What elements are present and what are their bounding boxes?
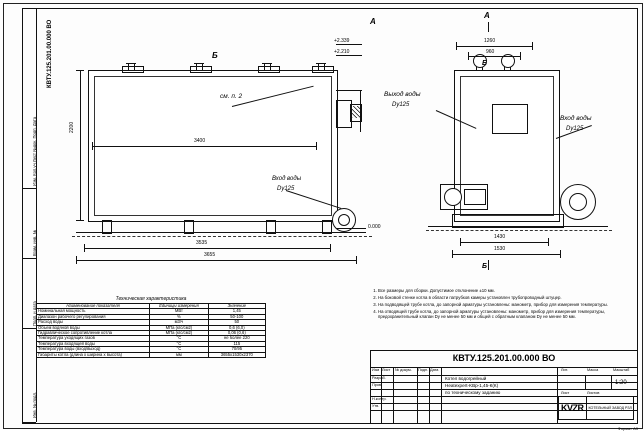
stamp-righthead-1: Масса [587, 368, 599, 372]
table-cell: мм [150, 352, 208, 357]
inlet-dn-side: Dу125 [277, 186, 295, 192]
table-cell: 1,45 [208, 309, 265, 314]
dim-3535: 3535 [196, 240, 208, 246]
stamp-col-0: Изм [372, 368, 380, 372]
kvzr-logo-text: KVZR [559, 397, 587, 419]
outlet-dn-front: Dу125 [392, 102, 410, 108]
table-cell: МВт [150, 309, 208, 314]
table-cell: Температура входящей воды [37, 341, 150, 346]
table-row [37, 352, 266, 357]
dim-960: 960 [486, 49, 495, 55]
table-cell: Температура воды (вход/выход) [37, 347, 150, 352]
table-cell: м3/ч [150, 320, 208, 325]
stamp-subtitle-0: Котел водогрейный [445, 376, 487, 381]
stamp-role-1: Пров. [372, 383, 383, 387]
table-cell: Габариты котла (длина х ширина х высота) [37, 352, 150, 357]
sheet-format: Формат А3 [617, 426, 638, 431]
table-cell: МПа (кгс/см2) [150, 325, 208, 330]
section-mark-b-bottom: Б [482, 263, 487, 270]
dim-1530: 1530 [494, 246, 506, 252]
top-left-drawing-code: КВТУ.125.201.00.000 ВО [47, 19, 53, 88]
stamp-role-3: Утв. [372, 404, 380, 408]
tech-header-0: Наименование показателя [37, 304, 150, 309]
table-cell: Номинальная мощность [37, 309, 150, 314]
company-name: КОТЕЛЬНЫЙ ЗАВОД РЗЛ [588, 405, 632, 410]
technical-characteristics [36, 296, 266, 358]
stamp-col-4: Дата [430, 368, 439, 372]
drawing-number: КВТУ.125.201.00.000 ВО [452, 353, 556, 363]
table-cell: 3655х1530х2370 [208, 352, 265, 357]
strip-label-1: Взам. инв. № [32, 230, 37, 256]
note-item: 3. На подводящей трубе котла, до запорной арматуры установлены: манометр, прибор для измерения температуры. [378, 302, 628, 307]
note-item: 2. На боковой стенке котла в области патрубков камеры установлен трубопроводный штуцер. [378, 295, 628, 300]
note-item: 4. На отводящей трубе котла, до запорной арматуры установлены: манометр, прибор для измерения температуры, предохранительный клапан Dу не менее 50 мм и общей с обратным клапаном Dу не менее 50 мм. [378, 309, 628, 320]
base-frame-front [452, 214, 564, 228]
table-cell: 70/95 [208, 347, 265, 352]
inlet-label-front: Вход воды [560, 115, 592, 122]
dim-3655: 3655 [204, 252, 216, 258]
access-hatch [492, 104, 528, 134]
outlet-label-front: Выход воды [384, 91, 421, 98]
stamp-sheets-label: Листов [587, 391, 600, 395]
section-mark-a-right: А [484, 11, 490, 20]
stamp-righthead-0: Лит. [561, 368, 568, 372]
dim-1260: 1260 [484, 38, 496, 44]
table-cell: МПа (кгс/см2) [150, 331, 208, 336]
title-block [370, 350, 638, 424]
table-cell: 115 [208, 341, 265, 346]
table-cell: 50-100 [208, 314, 265, 319]
table-cell: % [150, 314, 208, 319]
table-cell: Диапазон рабочего регулирования [37, 314, 150, 319]
table-cell: Гидравлическое сопротивление котла [37, 331, 150, 336]
note-item: 1. Все размеры для сборки. Допустимое отклонение ±10 мм. [378, 288, 628, 293]
view-mark-b-left: Б [212, 51, 218, 60]
stamp-role-0: Разраб. [372, 376, 386, 380]
tech-table-caption: Техническая характеристика [115, 296, 187, 302]
tech-table [36, 303, 266, 358]
table-cell: 50 [208, 320, 265, 325]
stamp-scale: 1:20 [615, 380, 627, 386]
stamp-col-1: Лист [382, 368, 391, 372]
inlet-label-side: Вход воды [272, 176, 302, 182]
note-see-p2: см. п. 2 [220, 93, 243, 100]
drawing-area [36, 8, 636, 284]
table-cell: Расход воды [37, 320, 150, 325]
strip-label-2: Подп. и дата [32, 301, 37, 326]
table-cell: °С [150, 336, 208, 341]
stamp-subtitle-1: Heatexpert-KBр-1,45-К(К) [445, 383, 499, 388]
table-cell: не более 220 [208, 336, 265, 341]
strip-label-3: Инв. № подл. [32, 391, 37, 418]
stamp-col-3: Подп. [418, 368, 429, 372]
view-mark-a-left: А [370, 17, 376, 26]
stamp-role-2: Н.контр. [372, 397, 387, 401]
stamp-sheet-label: Лист [561, 391, 570, 395]
elev-2210: +2.210 [334, 49, 350, 55]
dim-height-line [80, 70, 81, 220]
stamp-subtitle-2: по техническому заданию [445, 390, 501, 395]
dim-1430: 1430 [494, 234, 506, 240]
tech-header-1: Единицы измерения [150, 304, 208, 309]
table-cell: °С [150, 341, 208, 346]
inlet-dn-front: Dу125 [566, 126, 584, 132]
dim-2200: 2200 [69, 121, 75, 133]
dim-3400: 3400 [194, 138, 206, 144]
title-side-strip [22, 8, 37, 422]
company-logo-block [558, 396, 634, 420]
table-cell: Температура уходящих газов [37, 336, 150, 341]
elev-2339: +2.339 [334, 38, 350, 44]
table-cell: 0,6 (6,0) [208, 325, 265, 330]
stamp-col-2: № докум. [395, 368, 412, 372]
section-mark-b-top: Б [482, 60, 487, 67]
tech-header-2: Значение [208, 304, 265, 309]
general-notes [370, 288, 628, 321]
table-cell: °С [150, 347, 208, 352]
elev-0000: 0.000 [368, 224, 381, 230]
table-cell: Объем водяной воды [37, 325, 150, 330]
strip-label-0: Изм. Кол.уч Лист №док. Подп. Дата [32, 116, 37, 186]
table-cell: 0,06 (0,6) [208, 331, 265, 336]
stamp-righthead-2: Масштаб [613, 368, 630, 372]
